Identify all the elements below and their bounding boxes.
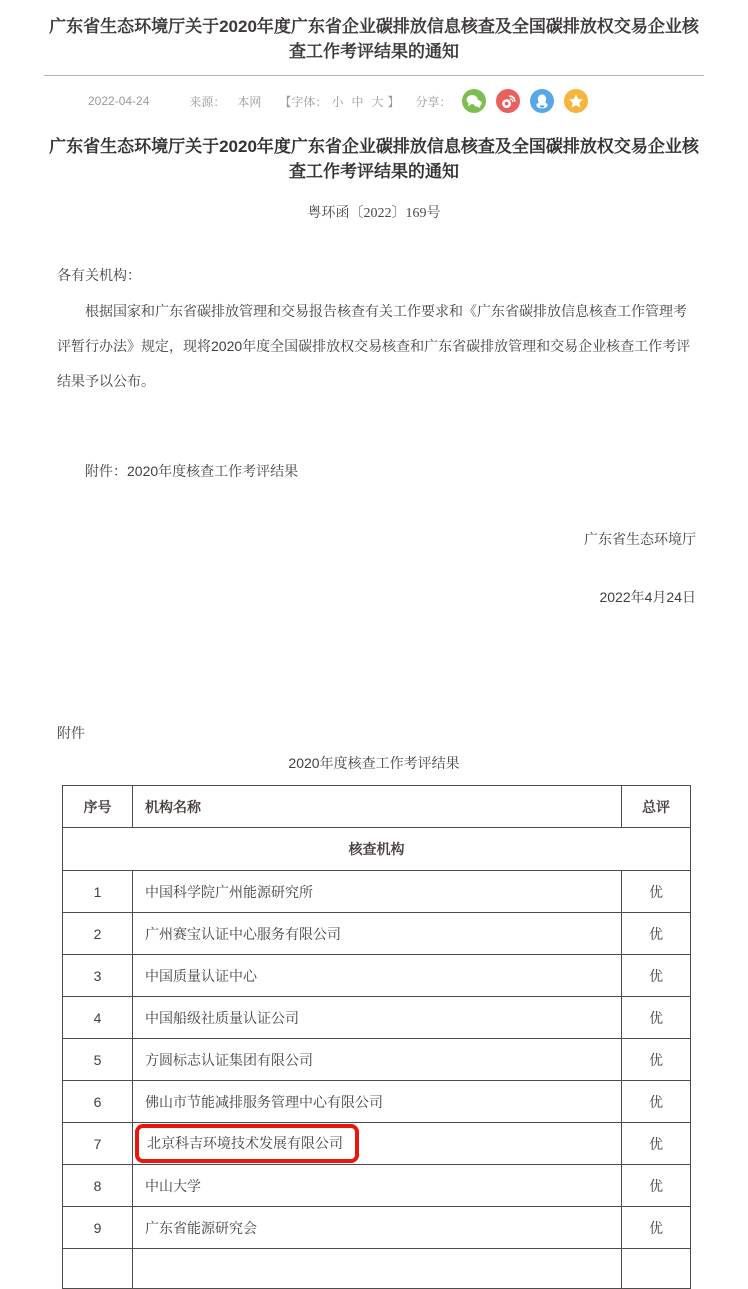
row-number-cell: 6	[63, 1081, 133, 1123]
org-name-cell	[133, 1081, 622, 1123]
row-number-cell: 4	[63, 997, 133, 1039]
section-header-cell: 核查机构	[63, 828, 691, 871]
table-row	[63, 871, 691, 913]
evaluation-table	[62, 785, 691, 1289]
row-number-cell: 2	[63, 913, 133, 955]
org-name: 中国质量认证中心	[145, 967, 257, 984]
org-name: 方圆标志认证集团有限公司	[145, 1051, 313, 1068]
table-row	[63, 913, 691, 955]
rating-cell: 优	[622, 955, 691, 997]
font-size-medium-button[interactable]: 中	[351, 94, 364, 109]
attachment-section-label: 附件	[57, 725, 85, 741]
org-name: 广东省能源研究会	[145, 1219, 257, 1236]
table-section-row	[63, 828, 691, 871]
body-paragraph: 根据国家和广东省碳排放管理和交易报告核查有关工作要求和《广东省碳排放信息核查工作管理考评暂行办法》规定，现将2020年度全国碳排放权交易核查和广东省碳排放管理和交易企业核查工作考评结果予以公布。	[57, 303, 691, 389]
rating-cell: 优	[622, 1207, 691, 1249]
org-name: 中国科学院广州能源研究所	[145, 883, 313, 900]
font-size-label-end: 】	[387, 94, 400, 109]
org-name: 北京科吉环境技术发展有限公司	[147, 1135, 343, 1151]
table-row	[63, 997, 691, 1039]
salutation: 各有关机构：	[57, 267, 141, 283]
org-name-cell	[133, 913, 622, 955]
table-row	[63, 1081, 691, 1123]
share-qq-icon[interactable]	[530, 89, 554, 113]
header-cell-rating: 总评	[622, 786, 691, 828]
row-number-cell: 5	[63, 1039, 133, 1081]
org-name-cell	[133, 955, 622, 997]
table-body	[63, 828, 691, 1289]
issuer-signature: 广东省生态环境厅	[584, 531, 696, 547]
org-name-cell	[133, 871, 622, 913]
rating-cell: 优	[622, 913, 691, 955]
article-body	[44, 264, 704, 608]
rating-cell: 优	[622, 1123, 691, 1165]
table-row	[63, 1123, 691, 1165]
table-title: 2020年度核查工作考评结果	[288, 755, 460, 771]
org-name-cell	[133, 1207, 622, 1249]
source-label: 来源：	[189, 94, 226, 109]
row-number-cell: 1	[63, 871, 133, 913]
highlight-box	[135, 1124, 359, 1163]
table-row	[63, 1207, 691, 1249]
org-name-cell	[133, 1123, 622, 1165]
page-title: 广东省生态环境厅关于2020年度广东省企业碳排放信息核查及全国碳排放权交易企业核查工作考评结果的通知	[49, 17, 699, 61]
rating-cell: 优	[622, 1081, 691, 1123]
article-title: 广东省生态环境厅关于2020年度广东省企业碳排放信息核查及全国碳排放权交易企业核查工作考评结果的通知	[49, 137, 699, 181]
issue-date: 2022年4月24日	[599, 589, 696, 605]
page-container	[44, 0, 704, 1289]
org-name-cell	[133, 997, 622, 1039]
title-divider	[44, 75, 704, 76]
row-number-cell: 9	[63, 1207, 133, 1249]
org-name: 中国船级社质量认证公司	[145, 1009, 299, 1026]
share-wechat-icon[interactable]	[462, 89, 486, 113]
org-name: 广州赛宝认证中心服务有限公司	[145, 925, 341, 942]
article-meta-bar	[44, 88, 704, 114]
header-cell-no: 序号	[63, 786, 133, 828]
font-size-control	[279, 93, 399, 110]
row-number-cell: 3	[63, 955, 133, 997]
partial-cell	[622, 1249, 691, 1289]
org-name-cell	[133, 1039, 622, 1081]
publish-date: 2022-04-24	[88, 94, 150, 108]
font-size-large-button[interactable]: 大	[371, 94, 384, 109]
share-weibo-icon[interactable]	[496, 89, 520, 113]
table-partial-row	[63, 1249, 691, 1289]
partial-cell	[133, 1249, 622, 1289]
document-number: 粤环函〔2022〕169号	[307, 206, 441, 221]
rating-cell: 优	[622, 1039, 691, 1081]
table-header-row	[63, 786, 691, 828]
partial-cell	[63, 1249, 133, 1289]
share-label: 分享：	[415, 94, 452, 109]
font-size-label-start: 【字体：	[279, 94, 328, 109]
header-cell-name: 机构名称	[133, 786, 622, 828]
attachment-reference: 附件：2020年度核查工作考评结果	[85, 463, 299, 479]
row-number-cell: 7	[63, 1123, 133, 1165]
rating-cell: 优	[622, 871, 691, 913]
table-row	[63, 955, 691, 997]
table-row	[63, 1165, 691, 1207]
share-qzone-icon[interactable]	[564, 89, 588, 113]
rating-cell: 优	[622, 1165, 691, 1207]
org-name-cell	[133, 1165, 622, 1207]
source-value: 本网	[237, 94, 262, 109]
org-name: 佛山市节能减排服务管理中心有限公司	[145, 1093, 383, 1110]
row-number-cell: 8	[63, 1165, 133, 1207]
rating-cell: 优	[622, 997, 691, 1039]
table-row	[63, 1039, 691, 1081]
org-name: 中山大学	[145, 1177, 201, 1194]
font-size-small-button[interactable]: 小	[331, 94, 344, 109]
